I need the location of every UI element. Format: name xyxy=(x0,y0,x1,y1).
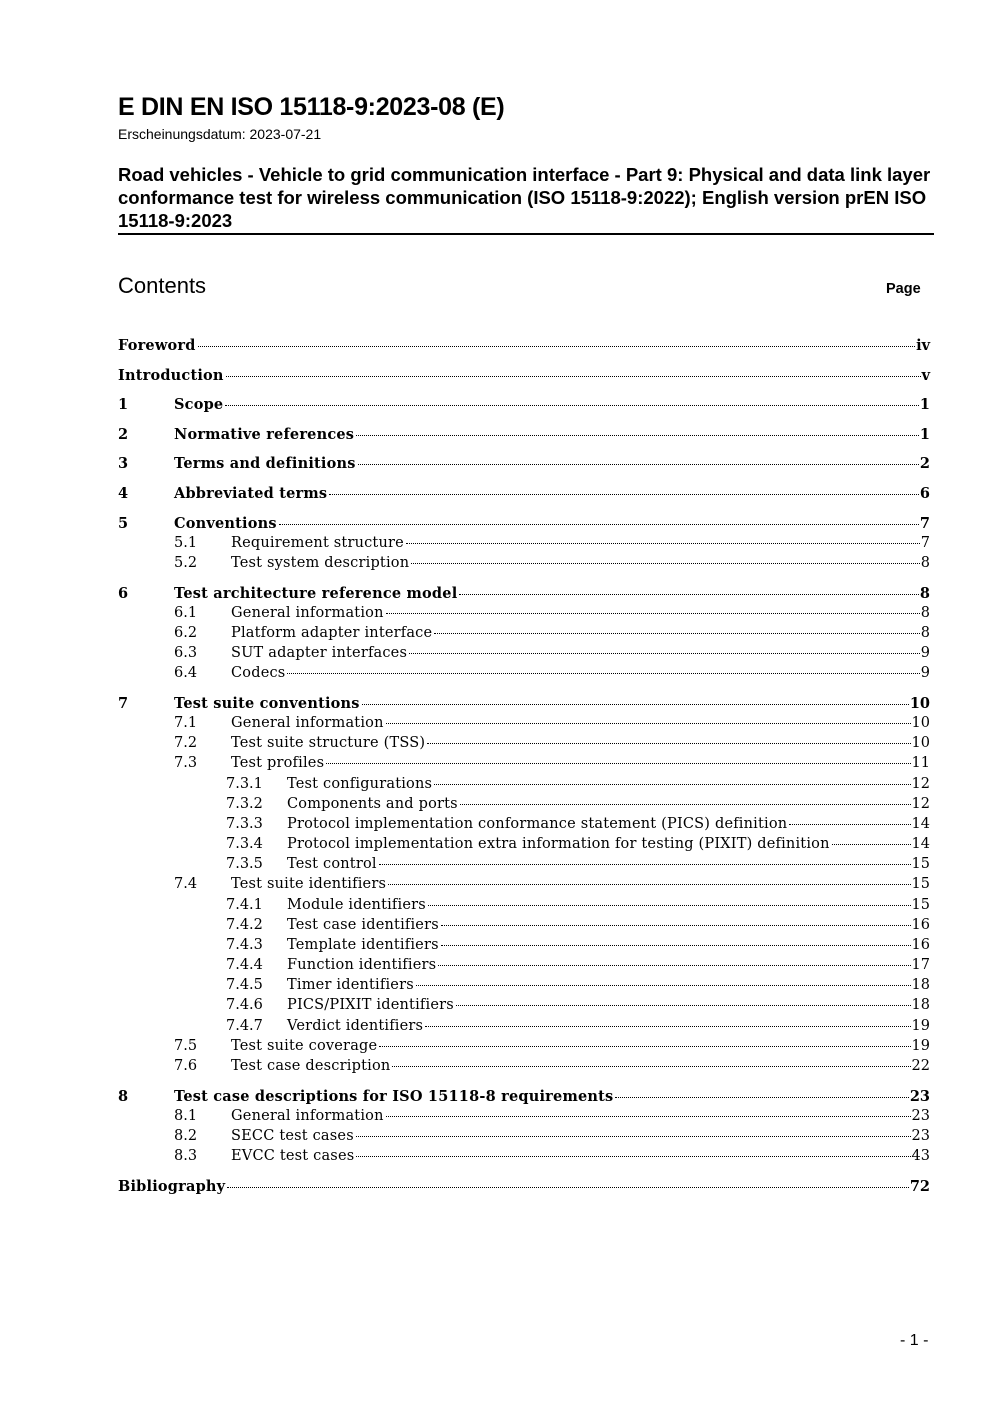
toc-entry[interactable] xyxy=(118,1148,930,1168)
toc-dot-leader xyxy=(434,633,919,634)
toc-entry-number: 7.6 xyxy=(174,1058,198,1074)
toc-entry-page: iv xyxy=(916,337,930,354)
toc-dot-leader xyxy=(225,405,919,406)
toc-dot-leader xyxy=(379,864,911,865)
document-id: E DIN EN ISO 15118-9:2023-08 (E) xyxy=(118,93,505,121)
toc-entry-title: Test suite conventions xyxy=(174,695,360,712)
toc-entry-number: 7.4.7 xyxy=(226,1018,263,1034)
toc-entry-page: 72 xyxy=(909,1178,930,1195)
toc-dot-leader xyxy=(427,743,910,744)
toc-entry-page: 17 xyxy=(911,957,930,973)
toc-entry-title: Test architecture reference model xyxy=(174,585,458,602)
toc-entry-title: EVCC test cases xyxy=(231,1148,355,1164)
toc-dot-leader xyxy=(428,905,911,906)
toc-entry-page: 6 xyxy=(919,485,930,502)
toc-entry-title: Test suite coverage xyxy=(231,1038,378,1054)
toc-entry-title: Components and ports xyxy=(287,796,458,812)
page-column-heading: Page xyxy=(886,281,921,297)
toc-entry[interactable] xyxy=(118,426,930,446)
toc-dot-leader xyxy=(409,653,920,654)
toc-entry-title: Function identifiers xyxy=(287,957,437,973)
toc-entry[interactable] xyxy=(118,555,930,575)
toc-entry-title: SUT adapter interfaces xyxy=(231,645,408,661)
toc-entry-number: 8 xyxy=(118,1088,129,1105)
page-number: - 1 - xyxy=(900,1332,929,1349)
toc-entry-page: 19 xyxy=(911,1018,930,1034)
toc-entry-page: 12 xyxy=(911,796,930,812)
toc-entry[interactable] xyxy=(118,455,930,475)
toc-entry-page: v xyxy=(921,367,930,384)
toc-dot-leader xyxy=(226,376,921,377)
toc-entry-page: 7 xyxy=(920,535,930,551)
toc-entry-number: 7.4.1 xyxy=(226,897,263,913)
toc-entry-page: 1 xyxy=(919,396,930,413)
toc-dot-leader xyxy=(441,925,911,926)
toc-dot-leader xyxy=(379,1046,910,1047)
toc-dot-leader xyxy=(456,1005,911,1006)
toc-dot-leader xyxy=(356,435,919,436)
toc-entry-page: 23 xyxy=(911,1108,930,1124)
toc-entry-title: Requirement structure xyxy=(231,535,404,551)
toc-entry-number: 6 xyxy=(118,585,129,602)
toc-entry-number: 6.3 xyxy=(174,645,198,661)
toc-entry[interactable] xyxy=(118,917,930,937)
toc-dot-leader xyxy=(459,594,919,595)
toc-entry[interactable] xyxy=(118,337,930,357)
toc-entry-title: Codecs xyxy=(231,665,286,681)
toc-entry-title: Foreword xyxy=(118,337,196,354)
toc-entry-page: 43 xyxy=(911,1148,930,1164)
toc-entry-number: 3 xyxy=(118,455,129,472)
toc-entry-title: Test case descriptions for ISO 15118-8 requirements xyxy=(174,1088,614,1105)
toc-entry-title: Test suite identifiers xyxy=(231,876,387,892)
toc-entry-number: 4 xyxy=(118,485,129,502)
toc-dot-leader xyxy=(227,1187,909,1188)
toc-entry-title: Platform adapter interface xyxy=(231,625,433,641)
toc-entry-number: 5.2 xyxy=(174,555,198,571)
toc-entry-title: Protocol implementation conformance statement (PICS) definition xyxy=(287,816,788,832)
toc-entry-number: 7.3.2 xyxy=(226,796,263,812)
toc-entry-title: Template identifiers xyxy=(287,937,439,953)
toc-dot-leader xyxy=(425,1026,910,1027)
toc-entry-number: 6.4 xyxy=(174,665,198,681)
toc-entry[interactable] xyxy=(118,957,930,977)
toc-entry[interactable] xyxy=(118,535,930,555)
toc-entry-number: 8.1 xyxy=(174,1108,198,1124)
toc-entry-title: Conventions xyxy=(174,515,277,532)
toc-entry[interactable] xyxy=(118,937,930,957)
toc-entry-title: Test configurations xyxy=(287,776,433,792)
toc-entry-title: General information xyxy=(231,1108,384,1124)
toc-entry[interactable] xyxy=(118,1058,930,1078)
contents-heading: Contents xyxy=(118,273,207,298)
toc-dot-leader xyxy=(832,844,911,845)
toc-dot-leader xyxy=(287,673,919,674)
toc-entry-title: Module identifiers xyxy=(287,897,426,913)
toc-dot-leader xyxy=(460,804,911,805)
toc-entry-number: 7.4.6 xyxy=(226,997,263,1013)
toc-dot-leader xyxy=(362,704,909,705)
toc-dot-leader xyxy=(416,985,911,986)
toc-entry[interactable] xyxy=(118,977,930,997)
toc-entry-title: Test case identifiers xyxy=(287,917,439,933)
toc-entry-number: 7.2 xyxy=(174,735,198,751)
toc-entry[interactable] xyxy=(118,1178,930,1198)
toc-entry[interactable] xyxy=(118,1018,930,1038)
toc-entry[interactable] xyxy=(118,1128,930,1148)
toc-entry-number: 7.4.3 xyxy=(226,937,263,953)
toc-entry[interactable] xyxy=(118,997,930,1017)
toc-entry-title: Bibliography xyxy=(118,1178,226,1195)
toc-entry-page: 14 xyxy=(911,836,930,852)
toc-entry-number: 7.3.4 xyxy=(226,836,263,852)
title-divider xyxy=(118,233,934,235)
toc-entry[interactable] xyxy=(118,836,930,856)
publication-date: Erscheinungsdatum: 2023-07-21 xyxy=(118,126,322,142)
toc-entry[interactable] xyxy=(118,665,930,685)
toc-entry[interactable] xyxy=(118,605,930,625)
toc-entry-number: 7.1 xyxy=(174,715,198,731)
toc-entry-title: Verdict identifiers xyxy=(287,1018,424,1034)
toc-entry[interactable] xyxy=(118,645,930,665)
toc-dot-leader xyxy=(386,1116,911,1117)
toc-dot-leader xyxy=(356,1136,911,1137)
toc-entry[interactable] xyxy=(118,585,930,605)
toc-dot-leader xyxy=(406,543,920,544)
toc-entry[interactable] xyxy=(118,515,930,535)
toc-entry-page: 15 xyxy=(911,876,930,892)
toc-entry-page: 14 xyxy=(911,816,930,832)
toc-entry-page: 16 xyxy=(911,937,930,953)
toc-entry-page: 23 xyxy=(911,1128,930,1144)
toc-dot-leader xyxy=(326,763,910,764)
toc-entry-page: 7 xyxy=(919,515,930,532)
toc-dot-leader xyxy=(198,346,915,347)
toc-entry-title: Test suite structure (TSS) xyxy=(231,735,426,751)
toc-entry-number: 7.4 xyxy=(174,876,198,892)
toc-entry[interactable] xyxy=(118,897,930,917)
toc-entry[interactable] xyxy=(118,1038,930,1058)
toc-entry[interactable] xyxy=(118,755,930,775)
toc-entry-number: 1 xyxy=(118,396,129,413)
toc-entry[interactable] xyxy=(118,796,930,816)
toc-entry-title: General information xyxy=(231,605,384,621)
toc-entry[interactable] xyxy=(118,1108,930,1128)
toc-dot-leader xyxy=(392,1066,910,1067)
toc-entry-page: 1 xyxy=(919,426,930,443)
toc-entry-page: 10 xyxy=(909,695,930,712)
toc-entry-number: 7.3 xyxy=(174,755,198,771)
toc-dot-leader xyxy=(388,884,910,885)
toc-entry-number: 7.3.1 xyxy=(226,776,263,792)
toc-entry-title: Normative references xyxy=(174,426,355,443)
toc-entry-page: 2 xyxy=(919,455,930,472)
toc-dot-leader xyxy=(358,464,919,465)
toc-dot-leader xyxy=(438,965,910,966)
toc-entry-page: 22 xyxy=(911,1058,930,1074)
toc-entry-page: 8 xyxy=(919,585,930,602)
toc-entry-page: 10 xyxy=(911,715,930,731)
toc-entry-page: 9 xyxy=(920,645,930,661)
toc-entry-page: 11 xyxy=(911,755,930,771)
toc-entry[interactable] xyxy=(118,715,930,735)
toc-entry-number: 7.5 xyxy=(174,1038,198,1054)
toc-entry[interactable] xyxy=(118,856,930,876)
toc-entry[interactable] xyxy=(118,735,930,755)
toc-entry-page: 10 xyxy=(911,735,930,751)
toc-dot-leader xyxy=(279,524,919,525)
toc-entry-title: SECC test cases xyxy=(231,1128,354,1144)
toc-entry-page: 23 xyxy=(909,1088,930,1105)
toc-dot-leader xyxy=(411,563,920,564)
toc-entry-title: Abbreviated terms xyxy=(174,485,328,502)
toc-entry-page: 15 xyxy=(911,856,930,872)
toc-entry-number: 8.2 xyxy=(174,1128,198,1144)
toc-entry-number: 7.4.2 xyxy=(226,917,263,933)
toc-entry-title: Test control xyxy=(287,856,377,872)
toc-entry-number: 7.4.4 xyxy=(226,957,263,973)
toc-dot-leader xyxy=(386,723,911,724)
toc-entry-page: 8 xyxy=(920,625,930,641)
toc-entry-title: Test profiles xyxy=(231,755,325,771)
toc-entry[interactable] xyxy=(118,816,930,836)
toc-entry-number: 2 xyxy=(118,426,129,443)
toc-entry[interactable] xyxy=(118,625,930,645)
toc-entry-number: 5 xyxy=(118,515,129,532)
toc-entry-title: General information xyxy=(231,715,384,731)
toc-entry-title: PICS/PIXIT identifiers xyxy=(287,997,454,1013)
toc-entry-page: 8 xyxy=(920,605,930,621)
toc-dot-leader xyxy=(329,494,919,495)
toc-entry-number: 6.1 xyxy=(174,605,198,621)
toc-entry-number: 7.3.5 xyxy=(226,856,263,872)
toc-entry[interactable] xyxy=(118,695,930,715)
document-title: Road vehicles - Vehicle to grid communication interface - Part 9: Physical and data link layer conformance test for wireless communication (ISO 15118-9:2022); English version prEN ISO 15118-9:2023 xyxy=(118,164,931,231)
toc-entry-page: 19 xyxy=(911,1038,930,1054)
toc-entry-number: 5.1 xyxy=(174,535,198,551)
toc-entry-page: 8 xyxy=(920,555,930,571)
toc-entry-number: 8.3 xyxy=(174,1148,198,1164)
toc-entry-title: Terms and definitions xyxy=(174,455,356,472)
toc-entry-number: 7 xyxy=(118,695,129,712)
toc-dot-leader xyxy=(789,824,910,825)
toc-entry-title: Timer identifiers xyxy=(287,977,414,993)
toc-entry-title: Scope xyxy=(174,396,224,413)
toc-entry-title: Introduction xyxy=(118,367,224,384)
toc-dot-leader xyxy=(615,1097,908,1098)
toc-dot-leader xyxy=(434,784,910,785)
toc-entry-title: Protocol implementation extra information for testing (PIXIT) definition xyxy=(287,836,830,852)
toc-entry-number: 6.2 xyxy=(174,625,198,641)
toc-entry-page: 15 xyxy=(911,897,930,913)
toc-entry-title: Test case description xyxy=(231,1058,391,1074)
toc-entry-number: 7.4.5 xyxy=(226,977,263,993)
toc-entry[interactable] xyxy=(118,485,930,505)
toc-dot-leader xyxy=(356,1156,910,1157)
toc-entry[interactable] xyxy=(118,776,930,796)
toc-entry[interactable] xyxy=(118,367,930,387)
toc-entry-number: 7.3.3 xyxy=(226,816,263,832)
toc-entry-title: Test system description xyxy=(231,555,410,571)
toc-entry[interactable] xyxy=(118,396,930,416)
toc-entry[interactable] xyxy=(118,876,930,896)
toc-dot-leader xyxy=(441,945,911,946)
toc-entry[interactable] xyxy=(118,1088,930,1108)
toc-entry-page: 18 xyxy=(911,977,930,993)
toc-entry-page: 18 xyxy=(911,997,930,1013)
toc-entry-page: 12 xyxy=(911,776,930,792)
toc-entry-page: 16 xyxy=(911,917,930,933)
toc-entry-page: 9 xyxy=(920,665,930,681)
toc-dot-leader xyxy=(386,613,920,614)
